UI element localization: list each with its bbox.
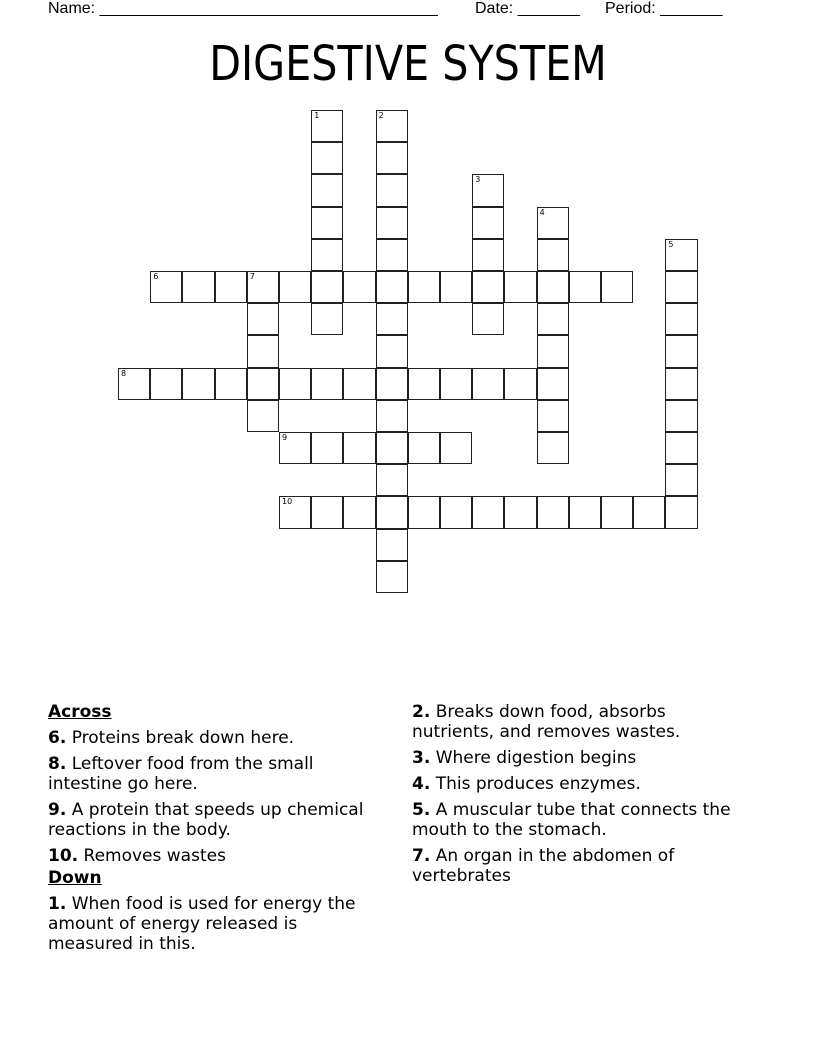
crossword-cell[interactable] <box>537 335 569 367</box>
crossword-cell[interactable] <box>665 400 697 432</box>
clue-number: 4 <box>539 207 545 217</box>
clue-down-7: 7. An organ in the abdomen of vertebrates <box>412 846 675 886</box>
crossword-cell[interactable] <box>279 368 311 400</box>
crossword-cell[interactable] <box>311 496 343 528</box>
crossword-cell[interactable] <box>665 496 697 528</box>
down-heading: Down <box>48 868 102 888</box>
crossword-cell[interactable] <box>537 496 569 528</box>
crossword-cell[interactable] <box>247 368 279 400</box>
crossword-cell[interactable] <box>472 496 504 528</box>
crossword-cell[interactable] <box>376 207 408 239</box>
period-field[interactable]: Period: _______ <box>605 0 723 17</box>
crossword-cell[interactable] <box>537 303 569 335</box>
clue-down-4: 4. This produces enzymes. <box>412 774 641 794</box>
crossword-cell[interactable] <box>665 239 697 271</box>
crossword-cell[interactable] <box>311 174 343 206</box>
crossword-cell[interactable] <box>376 335 408 367</box>
clue-down-2: 2. Breaks down food, absorbs nutrients, and removes wastes. <box>412 702 681 742</box>
clue-number: 2 <box>378 111 384 120</box>
crossword-cell[interactable] <box>376 561 408 593</box>
crossword-cell[interactable] <box>440 432 472 464</box>
clue-across-10: 10. Removes wastes <box>48 846 226 866</box>
crossword-cell[interactable] <box>376 400 408 432</box>
crossword-cell[interactable] <box>311 432 343 464</box>
crossword-cell[interactable] <box>311 110 343 142</box>
crossword-cell[interactable] <box>537 400 569 432</box>
crossword-cell[interactable] <box>150 271 182 303</box>
crossword-cell[interactable] <box>472 368 504 400</box>
crossword-cell[interactable] <box>376 271 408 303</box>
clue-down-5: 5. A muscular tube that connects the mouth to the stomach. <box>412 800 731 840</box>
crossword-cell[interactable] <box>504 496 536 528</box>
crossword-cell[interactable] <box>376 110 408 142</box>
crossword-cell[interactable] <box>440 368 472 400</box>
crossword-cell[interactable] <box>665 335 697 367</box>
crossword-cell[interactable] <box>440 271 472 303</box>
crossword-cell[interactable] <box>601 496 633 528</box>
clue-number: 8 <box>121 368 127 378</box>
crossword-cell[interactable] <box>247 271 279 303</box>
crossword-cell[interactable] <box>665 271 697 303</box>
clue-across-8: 8. Leftover food from the small intestine go here. <box>48 754 314 794</box>
crossword-cell[interactable] <box>311 368 343 400</box>
crossword-cell[interactable] <box>376 174 408 206</box>
crossword-cell[interactable] <box>537 432 569 464</box>
crossword-cell[interactable] <box>472 174 504 206</box>
crossword-cell[interactable] <box>504 368 536 400</box>
crossword-cell[interactable] <box>569 496 601 528</box>
crossword-cell[interactable] <box>601 271 633 303</box>
clue-number: 3 <box>475 175 481 185</box>
crossword-cell[interactable] <box>537 239 569 271</box>
crossword-cell[interactable] <box>569 271 601 303</box>
across-heading: Across <box>48 702 112 722</box>
crossword-cell[interactable] <box>376 464 408 496</box>
clue-number: 7 <box>249 272 255 281</box>
clues-left-column <box>48 702 378 960</box>
clue-across-6: 6. Proteins break down here. <box>48 728 295 748</box>
crossword-cell[interactable] <box>376 303 408 335</box>
crossword-cell[interactable] <box>343 432 375 464</box>
crossword-cell[interactable] <box>215 368 247 400</box>
crossword-cell[interactable] <box>182 271 214 303</box>
date-field[interactable]: Date: _______ <box>475 0 580 17</box>
crossword-cell[interactable] <box>118 368 150 400</box>
page-title: DIGESTIVE SYSTEM <box>209 36 607 92</box>
crossword-cell[interactable] <box>440 496 472 528</box>
crossword-cell[interactable] <box>376 239 408 271</box>
clues-right-column <box>412 702 752 892</box>
crossword-cell[interactable] <box>247 303 279 335</box>
crossword-cell[interactable] <box>472 239 504 271</box>
crossword-cell[interactable] <box>665 368 697 400</box>
clue-number: 9 <box>282 433 288 442</box>
clue-number: 10 <box>282 497 293 507</box>
crossword-cell[interactable] <box>279 496 311 528</box>
crossword-cell[interactable] <box>279 271 311 303</box>
crossword-cell[interactable] <box>376 496 408 528</box>
crossword-cell[interactable] <box>408 368 440 400</box>
name-field[interactable]: Name: ______________________________________ <box>48 0 438 17</box>
crossword-cell[interactable] <box>633 496 665 528</box>
crossword-cell[interactable] <box>408 496 440 528</box>
crossword-cell[interactable] <box>376 368 408 400</box>
clue-number: 5 <box>668 239 674 249</box>
crossword-cell[interactable] <box>504 271 536 303</box>
clue-across-9: 9. A protein that speeds up chemical reactions in the body. <box>48 800 364 840</box>
clue-down-3: 3. Where digestion begins <box>412 748 637 768</box>
crossword-cell[interactable] <box>247 335 279 367</box>
crossword-cell[interactable] <box>311 207 343 239</box>
crossword-cell[interactable] <box>215 271 247 303</box>
crossword-cell[interactable] <box>182 368 214 400</box>
crossword-cell[interactable] <box>279 432 311 464</box>
crossword-cell[interactable] <box>343 496 375 528</box>
clue-down-1: 1. When food is used for energy the amount of energy released is measured in this. <box>48 894 356 954</box>
crossword-cell[interactable] <box>472 207 504 239</box>
crossword-cell[interactable] <box>472 271 504 303</box>
crossword-cell[interactable] <box>311 303 343 335</box>
crossword-cell[interactable] <box>665 432 697 464</box>
crossword-cell[interactable] <box>311 239 343 271</box>
crossword-cell[interactable] <box>537 271 569 303</box>
crossword-cell[interactable] <box>665 303 697 335</box>
crossword-cell[interactable] <box>247 400 279 432</box>
crossword-cell[interactable] <box>408 432 440 464</box>
crossword-cell[interactable] <box>376 529 408 561</box>
clue-number: 1 <box>314 111 320 120</box>
crossword-cell[interactable] <box>150 368 182 400</box>
crossword-cell[interactable] <box>472 303 504 335</box>
crossword-cell[interactable] <box>311 271 343 303</box>
crossword-cell[interactable] <box>343 271 375 303</box>
crossword-cell[interactable] <box>343 368 375 400</box>
crossword-cell[interactable] <box>537 368 569 400</box>
clue-number: 6 <box>153 272 159 281</box>
crossword-cell[interactable] <box>376 432 408 464</box>
crossword-cell[interactable] <box>537 207 569 239</box>
crossword-cell[interactable] <box>311 142 343 174</box>
crossword-cell[interactable] <box>665 464 697 496</box>
crossword-cell[interactable] <box>408 271 440 303</box>
crossword-cell[interactable] <box>376 142 408 174</box>
